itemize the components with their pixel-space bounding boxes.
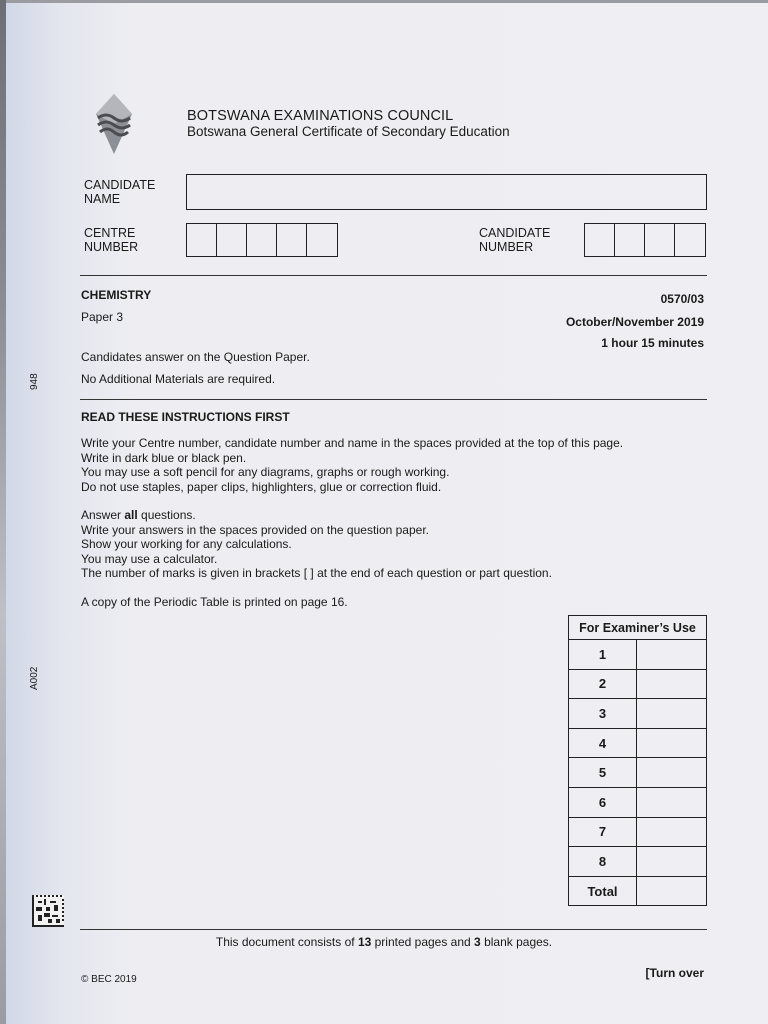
- digit-box[interactable]: [247, 224, 277, 256]
- copyright: © BEC 2019: [81, 974, 137, 985]
- instruction-line: Answer all questions.: [81, 508, 196, 522]
- candidate-number-label: CANDIDATE NUMBER: [479, 226, 551, 254]
- mark-cell[interactable]: [637, 787, 707, 817]
- mark-cell[interactable]: [637, 847, 707, 877]
- digit-box[interactable]: [675, 224, 705, 256]
- instruction-line: Show your working for any calculations.: [81, 537, 292, 551]
- paper-number: Paper 3: [81, 310, 124, 324]
- instruction-line: Write your Centre number, candidate number and name in the spaces provided at the top of this page.: [81, 436, 624, 450]
- candidate-name-field[interactable]: [186, 174, 707, 210]
- bec-logo-icon: [92, 92, 136, 156]
- duration: 1 hour 15 minutes: [601, 336, 704, 350]
- table-row: 2: [569, 669, 707, 699]
- centre-number-field[interactable]: [186, 223, 338, 257]
- side-code-bottom: A002: [29, 666, 40, 690]
- instruction-line: You may use a calculator.: [81, 551, 218, 566]
- table-row: 5: [569, 758, 707, 788]
- candidate-name-label: CANDIDATE NAME: [84, 178, 156, 206]
- divider: [80, 275, 707, 276]
- turn-over: [Turn over: [645, 966, 704, 980]
- mark-cell[interactable]: [637, 699, 707, 729]
- session: October/November 2019: [565, 315, 704, 329]
- examiner-table-heading: For Examiner’s Use: [569, 616, 707, 640]
- certificate-title: Botswana General Certificate of Secondary Education: [187, 124, 510, 139]
- subject: CHEMISTRY: [81, 288, 152, 302]
- digit-box[interactable]: [307, 224, 337, 256]
- table-row: 7: [569, 817, 707, 847]
- page-count-note: This document consists of 13 printed pages and 3 blank pages.: [215, 935, 553, 949]
- divider: [80, 929, 707, 930]
- table-row: 6: [569, 787, 707, 817]
- mark-cell[interactable]: [637, 728, 707, 758]
- periodic-table-note: A copy of the Periodic Table is printed on page 16.: [81, 595, 348, 609]
- examiner-use-table: [568, 615, 707, 906]
- digit-box[interactable]: [645, 224, 675, 256]
- table-row: 8: [569, 847, 707, 877]
- digit-box[interactable]: [277, 224, 307, 256]
- table-row: 1: [569, 640, 707, 670]
- candidate-number-field[interactable]: [584, 223, 706, 257]
- instruction-line: The number of marks is given in brackets [ ] at the end of each question or part question.: [81, 566, 552, 580]
- page-spine: [0, 0, 6, 1024]
- digit-box[interactable]: [585, 224, 615, 256]
- council-name: BOTSWANA EXAMINATIONS COUNCIL: [187, 108, 454, 124]
- total-cell[interactable]: [637, 876, 707, 906]
- instructions-heading: READ THESE INSTRUCTIONS FIRST: [81, 410, 290, 424]
- instruction-line: You may use a soft pencil for any diagrams, graphs or rough working.: [81, 465, 450, 479]
- centre-number-label: CENTRE NUMBER: [84, 226, 139, 254]
- page-top-edge: [0, 0, 768, 3]
- table-row: Total: [569, 876, 707, 906]
- instructions-block-2: [81, 508, 701, 581]
- materials-note: No Additional Materials are required.: [81, 372, 276, 386]
- paper-code: 0570/03: [660, 292, 704, 306]
- mark-cell[interactable]: [637, 640, 707, 670]
- mark-cell[interactable]: [637, 758, 707, 788]
- instruction-line: Write your answers in the spaces provided on the question paper.: [81, 522, 429, 537]
- divider: [80, 399, 707, 400]
- answer-on-paper: Candidates answer on the Question Paper.: [81, 350, 310, 364]
- digit-box[interactable]: [187, 224, 217, 256]
- instruction-line: Do not use staples, paper clips, highlighters, glue or correction fluid.: [81, 479, 442, 494]
- mark-cell[interactable]: [637, 669, 707, 699]
- datamatrix-barcode-icon: [32, 895, 64, 927]
- digit-box[interactable]: [217, 224, 247, 256]
- side-code-top: 948: [29, 373, 40, 390]
- mark-cell[interactable]: [637, 817, 707, 847]
- instruction-line: Write in dark blue or black pen.: [81, 450, 247, 465]
- digit-box[interactable]: [615, 224, 645, 256]
- table-row: 4: [569, 728, 707, 758]
- table-row: 3: [569, 699, 707, 729]
- instructions-block-1: [81, 436, 701, 494]
